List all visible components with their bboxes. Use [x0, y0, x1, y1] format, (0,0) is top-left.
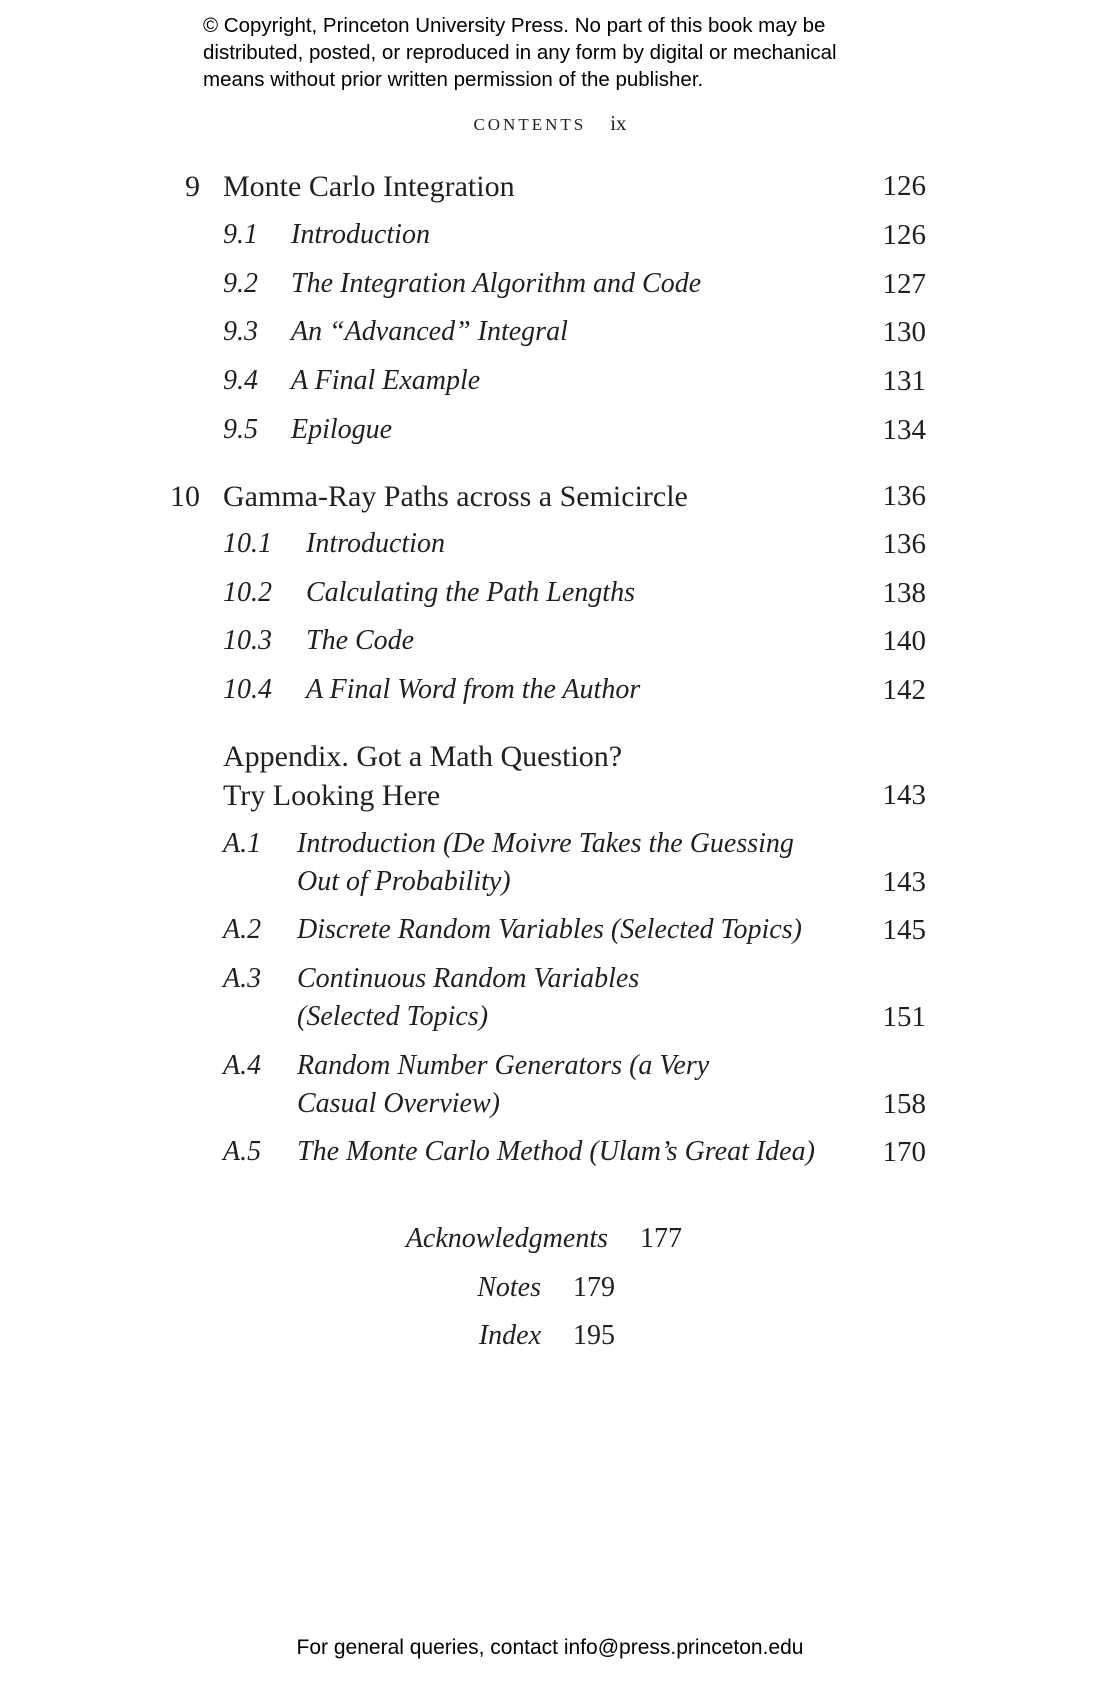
section-page: 143 — [882, 866, 926, 898]
section-page: 145 — [882, 914, 926, 946]
backmatter-page: 179 — [573, 1272, 615, 1303]
backmatter-page: 177 — [640, 1223, 682, 1254]
section-number: 10.2 — [223, 577, 272, 608]
appendix-page: 143 — [882, 779, 926, 811]
section-title[interactable]: Introduction — [306, 528, 445, 559]
backmatter-label[interactable]: Acknowledgments — [405, 1223, 608, 1254]
backmatter-label[interactable]: Index — [478, 1320, 541, 1351]
section-page: 158 — [882, 1088, 926, 1120]
section-number: 9.4 — [223, 365, 258, 396]
section-number: 9.5 — [223, 414, 258, 445]
chapter-title[interactable]: Monte Carlo Integration — [223, 170, 515, 203]
section-number: A.1 — [223, 828, 262, 859]
section-number: 10.1 — [223, 528, 272, 559]
copyright-notice — [203, 12, 923, 93]
section-title[interactable]: The Monte Carlo Method (Ulam’s Great Idea) — [297, 1136, 815, 1167]
running-head-label: CONTENTS — [473, 115, 587, 134]
section-title[interactable]: Continuous Random Variables — [297, 963, 640, 994]
section-title[interactable]: Random Number Generators (a Very — [297, 1050, 710, 1081]
section-title[interactable]: Introduction (De Moivre Takes the Guessing — [297, 828, 794, 859]
section-page: 131 — [882, 365, 926, 397]
section-number: 9.3 — [223, 316, 258, 347]
section-title[interactable]: A Final Example — [291, 365, 481, 396]
chapter-title[interactable]: Gamma-Ray Paths across a Semicircle — [223, 480, 688, 513]
section-title-continued[interactable]: Out of Probability) — [297, 866, 511, 897]
appendix-title[interactable]: Appendix. Got a Math Question? — [223, 740, 623, 773]
section-page: 151 — [882, 1001, 926, 1033]
section-page: 134 — [882, 414, 926, 446]
copyright-line: means without prior written permission of the publisher. — [203, 68, 704, 91]
backmatter-page: 195 — [573, 1320, 615, 1351]
backmatter-entry — [380, 1223, 682, 1255]
section-page: 142 — [882, 674, 926, 706]
appendix-title-continued[interactable]: Try Looking Here — [223, 779, 441, 812]
section-number: 10.3 — [223, 625, 272, 656]
section-title[interactable]: A Final Word from the Author — [306, 674, 641, 705]
footer-contact: For general queries, contact info@press.princeton.edu — [296, 1636, 804, 1659]
section-title[interactable]: Epilogue — [291, 414, 393, 445]
section-title[interactable]: Introduction — [291, 219, 430, 250]
section-title[interactable]: The Integration Algorithm and Code — [291, 268, 702, 299]
section-page: 130 — [882, 316, 926, 348]
section-page: 126 — [882, 219, 926, 251]
section-page: 127 — [882, 268, 926, 300]
section-number: 10.4 — [223, 674, 272, 705]
section-title[interactable]: An “Advanced” Integral — [291, 316, 568, 347]
section-page: 140 — [882, 625, 926, 657]
section-title[interactable]: The Code — [306, 625, 415, 656]
section-page: 136 — [882, 528, 926, 560]
chapter-page: 136 — [882, 480, 926, 512]
section-number: 9.1 — [223, 219, 258, 250]
section-number: A.2 — [223, 914, 262, 945]
section-number: A.5 — [223, 1136, 262, 1167]
chapter-page: 126 — [882, 170, 926, 202]
section-number: A.4 — [223, 1050, 262, 1081]
running-head — [0, 111, 1100, 136]
backmatter-entry — [380, 1320, 615, 1352]
backmatter-label[interactable]: Notes — [477, 1272, 541, 1303]
page-folio: ix — [610, 111, 627, 135]
section-number: 9.2 — [223, 268, 258, 299]
copyright-line: distributed, posted, or reproduced in any form by digital or mechanical — [203, 41, 837, 64]
chapter-number: 10 — [170, 480, 200, 513]
section-title-continued[interactable]: Casual Overview) — [297, 1088, 500, 1119]
backmatter-entry — [380, 1272, 615, 1304]
section-page: 170 — [882, 1136, 926, 1168]
section-page: 138 — [882, 577, 926, 609]
section-number: A.3 — [223, 963, 262, 994]
chapter-number: 9 — [185, 170, 200, 203]
section-title[interactable]: Discrete Random Variables (Selected Topics) — [297, 914, 802, 945]
copyright-line: © Copyright, Princeton University Press. No part of this book may be — [203, 14, 826, 37]
section-title-continued[interactable]: (Selected Topics) — [297, 1001, 489, 1032]
section-title[interactable]: Calculating the Path Lengths — [306, 577, 635, 608]
